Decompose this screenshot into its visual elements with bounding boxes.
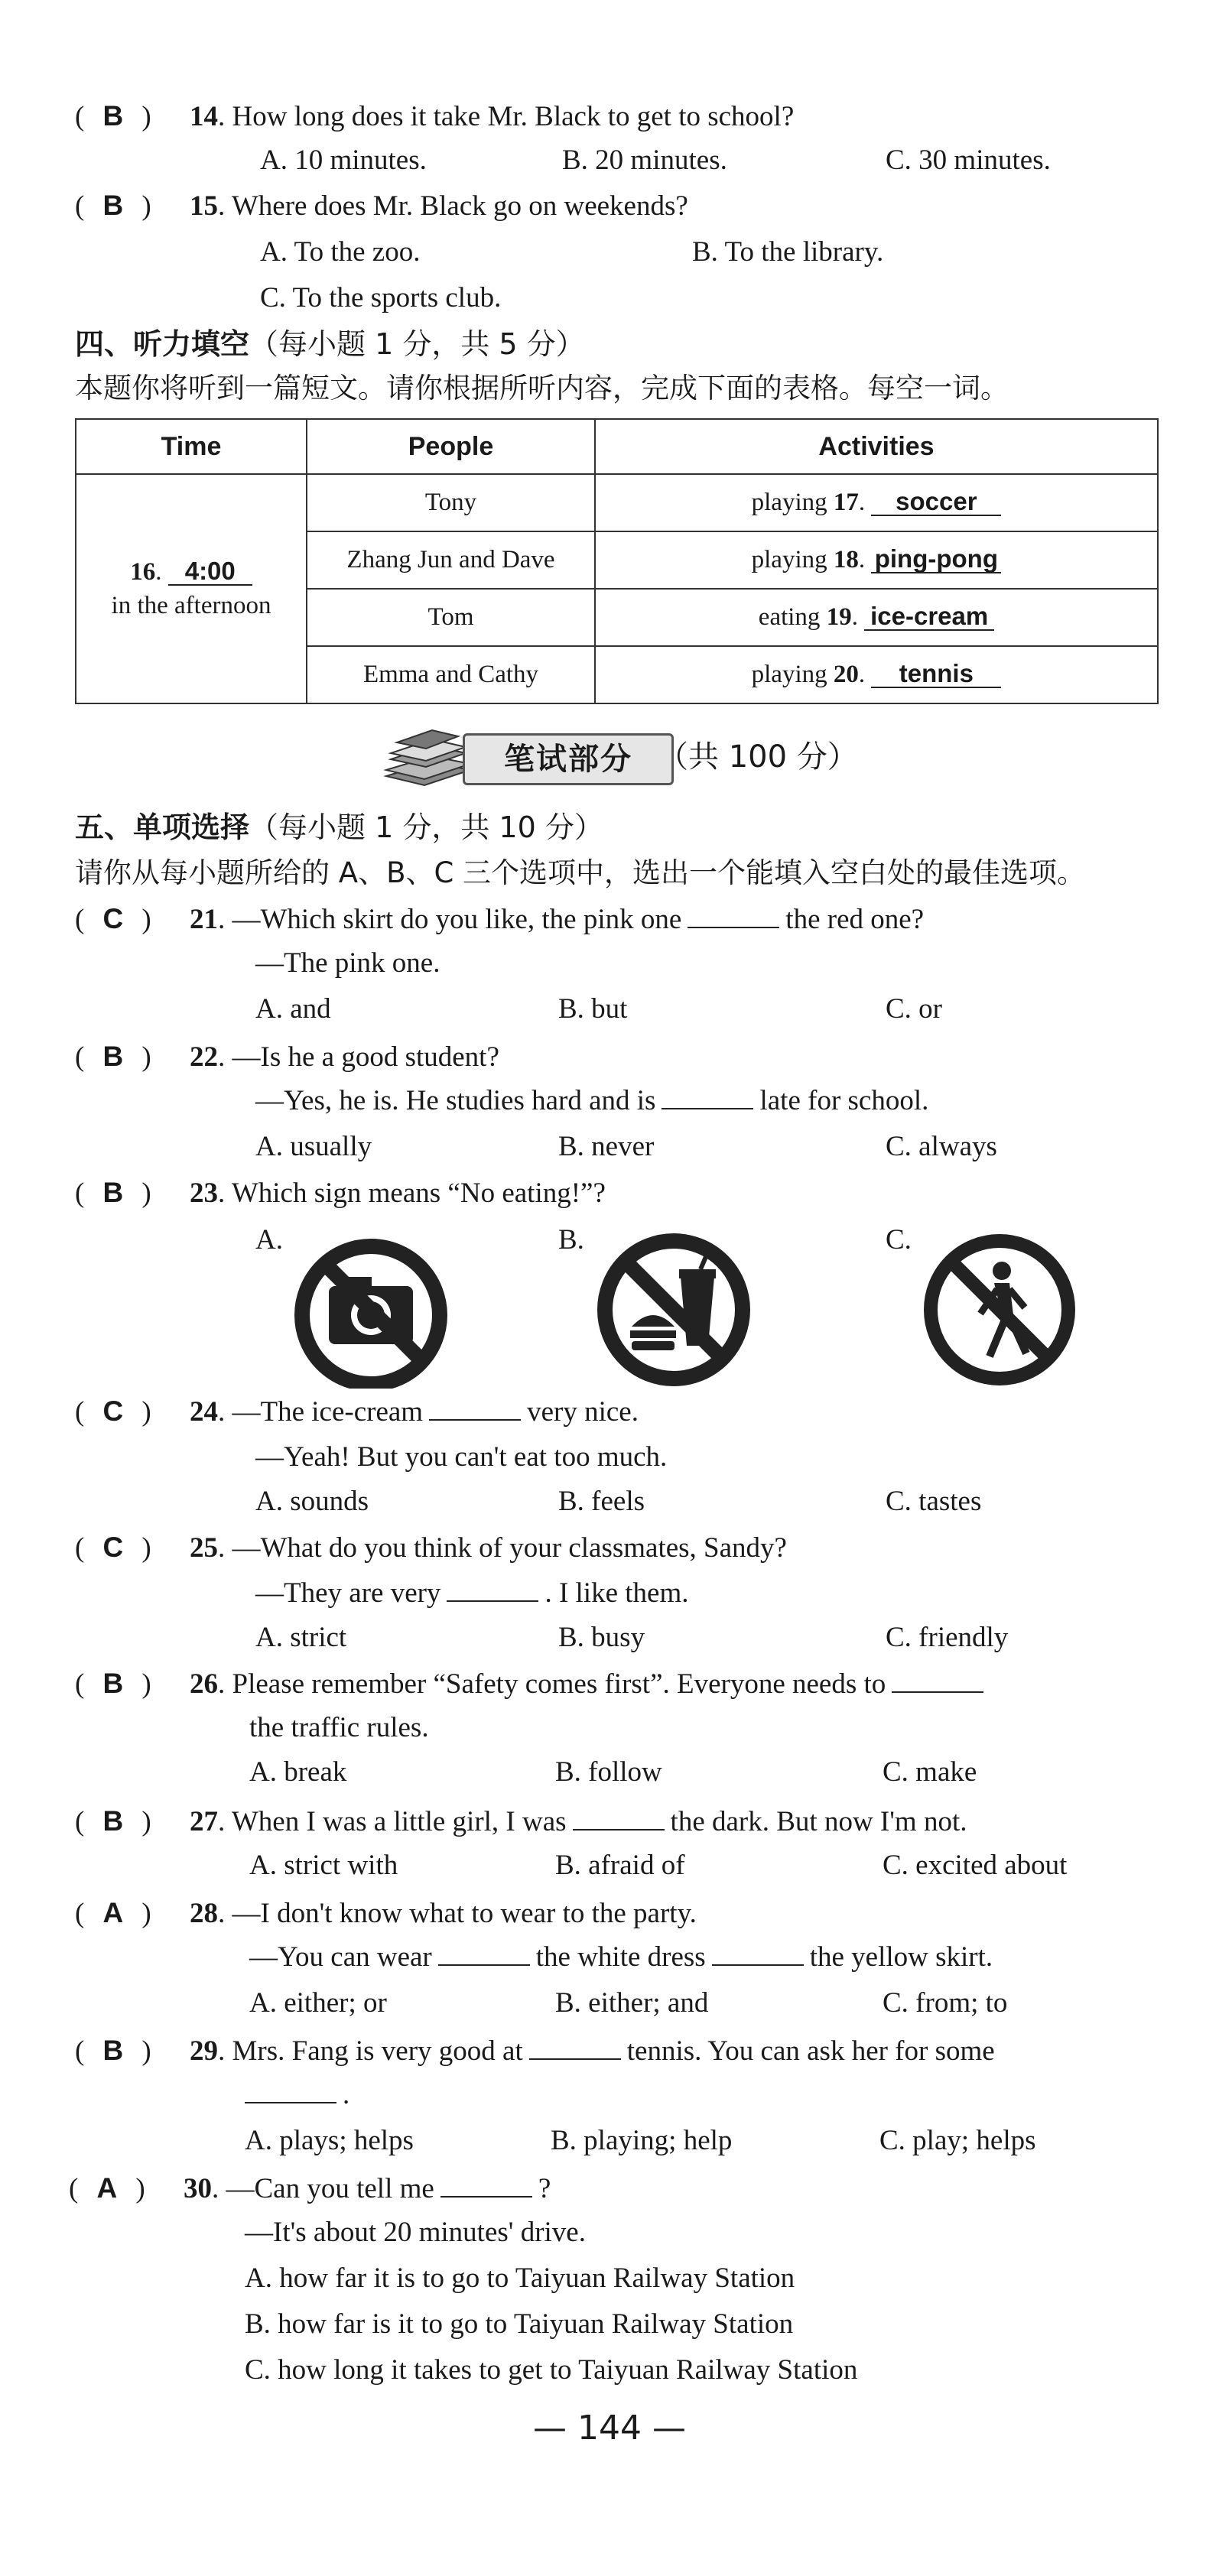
written-part-banner — [379, 723, 673, 791]
answer-21: C — [102, 903, 124, 934]
q14-option-a: A. 10 minutes. — [260, 145, 427, 176]
section-5-title: 五、单项选择（每小题 1 分，共 10 分） — [75, 810, 603, 844]
q28-line2: —You can wear the white dress the yellow skirt. — [249, 1941, 993, 1973]
q29-line2: . — [245, 2078, 349, 2112]
question-15-text: Where does Mr. Black go on weekends? — [231, 190, 688, 222]
q25-option-a: A. strict — [255, 1622, 347, 1653]
question-28: ( A ) 28. —I don't know what to wear to the party. — [75, 1897, 697, 1929]
q14-option-b: B. 20 minutes. — [562, 145, 727, 176]
q21-option-c: C. or — [886, 993, 942, 1025]
q24-option-b: B. feels — [558, 1486, 645, 1517]
q30-option-c: C. how long it takes to get to Taiyuan Railway Station — [245, 2354, 858, 2386]
q24-option-c: C. tastes — [886, 1486, 982, 1517]
section-4-title: 四、听力填空（每小题 1 分，共 5 分） — [75, 327, 585, 361]
header-time: Time — [76, 419, 307, 474]
no-walking-sign-icon — [921, 1231, 1078, 1389]
people-cell: Zhang Jun and Dave — [307, 531, 595, 589]
answer-14: B — [102, 100, 124, 132]
q29-option-b: B. playing; help — [551, 2125, 733, 2156]
blank — [892, 1668, 983, 1693]
q25-option-b: B. busy — [558, 1622, 645, 1653]
q21-option-a: A. and — [255, 993, 331, 1025]
answer-30: A — [96, 2172, 118, 2204]
blank — [688, 904, 779, 928]
q22-option-a: A. usually — [255, 1131, 372, 1162]
answer-27: B — [102, 1805, 124, 1837]
question-14: ( B ) 14. How long does it take Mr. Black to get to school? — [75, 100, 795, 132]
q22-option-b: B. never — [558, 1131, 655, 1162]
activity-cell: playing 18. ping-pong — [595, 531, 1158, 589]
q26-option-c: C. make — [883, 1756, 977, 1788]
answer-26: B — [102, 1668, 124, 1699]
answer-20: tennis — [871, 661, 1001, 688]
q22-line2: —Yes, he is. He studies hard and is late for school. — [255, 1085, 929, 1116]
question-15: ( B ) 15. Where does Mr. Black go on weekends? — [75, 190, 688, 222]
q23-option-b: B. — [558, 1224, 584, 1256]
answer-22: B — [102, 1041, 124, 1072]
blank — [573, 1806, 665, 1830]
no-camera-sign-icon — [292, 1231, 450, 1389]
activity-cell: playing 20. tennis — [595, 646, 1158, 703]
q24-option-a: A. sounds — [255, 1486, 369, 1517]
people-cell: Tony — [307, 474, 595, 531]
question-14-text: How long does it take Mr. Black to get to school? — [232, 101, 795, 132]
q29-option-c: C. play; helps — [879, 2125, 1036, 2156]
q26-option-b: B. follow — [555, 1756, 662, 1788]
answer-24: C — [102, 1395, 124, 1427]
q27-option-b: B. afraid of — [555, 1850, 685, 1881]
no-eating-sign-icon — [595, 1231, 753, 1389]
answer-25: C — [102, 1532, 124, 1563]
question-29: ( B ) 29. Mrs. Fang is very good at tennis. You can ask her for some — [75, 2035, 995, 2067]
blank — [447, 1577, 538, 1602]
q22-option-c: C. always — [886, 1131, 997, 1162]
question-27: ( B ) 27. When I was a little girl, I was the dark. But now I'm not. — [75, 1805, 967, 1837]
q30-line2: —It's about 20 minutes' drive. — [245, 2217, 586, 2248]
q27-option-a: A. strict with — [249, 1850, 398, 1881]
q28-option-a: A. either; or — [249, 1987, 387, 2019]
q29-option-a: A. plays; helps — [245, 2125, 414, 2156]
q15-option-a: A. To the zoo. — [260, 236, 421, 268]
blank — [712, 1941, 804, 1966]
q26-line2: the traffic rules. — [249, 1712, 429, 1743]
banner-label: 笔试部分 — [463, 733, 674, 785]
blank — [440, 2173, 532, 2198]
section-4-instruction: 本题你将听到一篇短文。请你根据所听内容，完成下面的表格。每空一词。 — [75, 372, 1009, 404]
activity-cell: eating 19. ice-cream — [595, 589, 1158, 646]
header-people: People — [307, 419, 595, 474]
answer-28: A — [102, 1897, 124, 1928]
q15-option-b: B. To the library. — [692, 236, 884, 268]
question-24: ( C ) 24. —The ice-cream very nice. — [75, 1395, 639, 1428]
listening-table — [75, 418, 1159, 704]
blank — [429, 1396, 521, 1421]
time-cell: 16. 4:00 in the afternoon — [76, 474, 307, 703]
q28-option-b: B. either; and — [555, 1987, 709, 2019]
question-26: ( B ) 26. Please remember “Safety comes first”. Everyone needs to — [75, 1667, 990, 1701]
answer-19: ice-cream — [864, 603, 994, 631]
question-23: ( B ) 23. Which sign means “No eating!”? — [75, 1177, 606, 1209]
blank — [529, 2035, 621, 2060]
answer-15: B — [102, 190, 124, 221]
header-activities: Activities — [595, 419, 1158, 474]
answer-17: soccer — [871, 489, 1001, 516]
question-25: ( C ) 25. —What do you think of your classmates, Sandy? — [75, 1532, 787, 1564]
q28-option-c: C. from; to — [883, 1987, 1008, 2019]
q21-option-b: B. but — [558, 993, 628, 1025]
people-cell: Emma and Cathy — [307, 646, 595, 703]
answer-29: B — [102, 2035, 124, 2066]
q26-option-a: A. break — [249, 1756, 347, 1788]
q21-line2: —The pink one. — [255, 947, 440, 979]
question-21: ( C ) 21. —Which skirt do you like, the pink one the red one? — [75, 903, 925, 935]
people-cell: Tom — [307, 589, 595, 646]
banner-score: （共 100 分） — [658, 739, 858, 775]
q30-option-b: B. how far is it to go to Taiyuan Railway Station — [245, 2308, 794, 2340]
answer-23: B — [102, 1177, 124, 1208]
question-30: ( A ) 30. —Can you tell me ? — [69, 2172, 551, 2204]
q15-option-c: C. To the sports club. — [260, 282, 502, 313]
q14-option-c: C. 30 minutes. — [886, 145, 1051, 176]
q27-option-c: C. excited about — [883, 1850, 1068, 1881]
blank — [245, 2079, 336, 2103]
q30-option-a: A. how far it is to go to Taiyuan Railway Station — [245, 2263, 795, 2294]
q25-option-c: C. friendly — [886, 1622, 1009, 1653]
question-22: ( B ) 22. —Is he a good student? — [75, 1041, 499, 1073]
section-5-instruction: 请你从每小题所给的 A、B、C 三个选项中，选出一个能填入空白处的最佳选项。 — [75, 856, 1086, 889]
page-number: — 144 — — [533, 2409, 686, 2448]
q23-option-c: C. — [886, 1224, 912, 1256]
q23-option-a: A. — [255, 1224, 283, 1256]
q25-line2: —They are very . I like them. — [255, 1577, 689, 1609]
activity-cell: playing 17. soccer — [595, 474, 1158, 531]
q24-line2: —Yeah! But you can't eat too much. — [255, 1441, 668, 1473]
answer-18: ping-pong — [871, 546, 1001, 573]
blank — [438, 1941, 530, 1966]
answer-16: 4:00 — [168, 558, 252, 586]
blank — [662, 1085, 753, 1109]
